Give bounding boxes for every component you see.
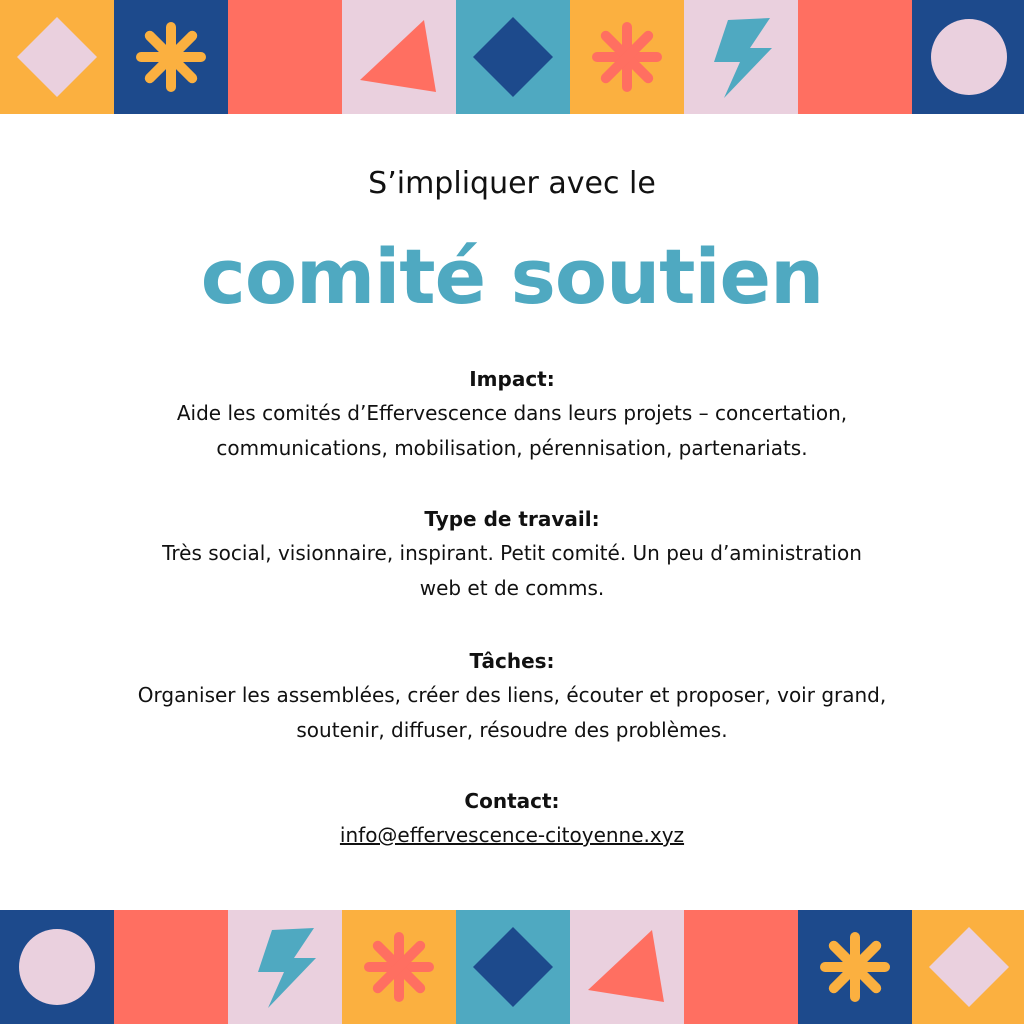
bottom-decorative-band xyxy=(0,910,1024,1024)
tasks-label: Tâches: xyxy=(469,649,555,673)
diamond-icon xyxy=(456,0,570,114)
band-tile xyxy=(0,910,114,1024)
impact-label: Impact: xyxy=(469,367,555,391)
contact-label: Contact: xyxy=(464,789,560,813)
poster-content xyxy=(0,114,1024,910)
band-tile xyxy=(570,0,684,114)
band-tile xyxy=(912,0,1024,114)
lightning-icon xyxy=(684,0,798,114)
diamond-icon xyxy=(912,910,1024,1024)
contact-email-link[interactable]: info@effervescence-citoyenne.xyz xyxy=(339,823,685,847)
lightning-icon xyxy=(228,910,342,1024)
section-contact xyxy=(92,784,932,853)
band-tile xyxy=(228,0,342,114)
band-tile xyxy=(798,0,912,114)
band-tile xyxy=(114,910,228,1024)
band-tile xyxy=(798,910,912,1024)
band-tile xyxy=(684,910,798,1024)
diamond-icon xyxy=(456,910,570,1024)
band-tile xyxy=(342,910,456,1024)
impact-text: Aide les comités d’Effervescence dans leurs projets – concertation, communications, mobilisation, pérennisation, partenariats. xyxy=(176,401,848,460)
section-tasks xyxy=(92,644,932,748)
section-impact xyxy=(92,362,932,466)
asterisk-icon xyxy=(570,0,684,114)
band-tile xyxy=(228,910,342,1024)
work-type-label: Type de travail: xyxy=(424,507,600,531)
top-decorative-band xyxy=(0,0,1024,114)
band-tile xyxy=(114,0,228,114)
diamond-icon xyxy=(0,0,114,114)
triangle-icon xyxy=(342,0,456,114)
band-tile xyxy=(0,0,114,114)
circle-icon xyxy=(912,0,1024,114)
circle-icon xyxy=(0,910,114,1024)
asterisk-icon xyxy=(114,0,228,114)
asterisk-icon xyxy=(798,910,912,1024)
intro-text: S’impliquer avec le xyxy=(368,166,656,201)
section-work-type xyxy=(92,502,932,606)
asterisk-icon xyxy=(342,910,456,1024)
band-tile xyxy=(570,910,684,1024)
band-tile xyxy=(342,0,456,114)
band-tile xyxy=(684,0,798,114)
band-tile xyxy=(912,910,1024,1024)
triangle-icon xyxy=(570,910,684,1024)
band-tile xyxy=(456,910,570,1024)
tasks-text: Organiser les assemblées, créer des liens, écouter et proposer, voir grand, soutenir, diffuser, résoudre des problèmes. xyxy=(137,683,887,742)
band-tile xyxy=(456,0,570,114)
work-type-text: Très social, visionnaire, inspirant. Petit comité. Un peu d’aministration web et de comms. xyxy=(162,541,862,600)
headline: comité soutien xyxy=(200,232,824,321)
